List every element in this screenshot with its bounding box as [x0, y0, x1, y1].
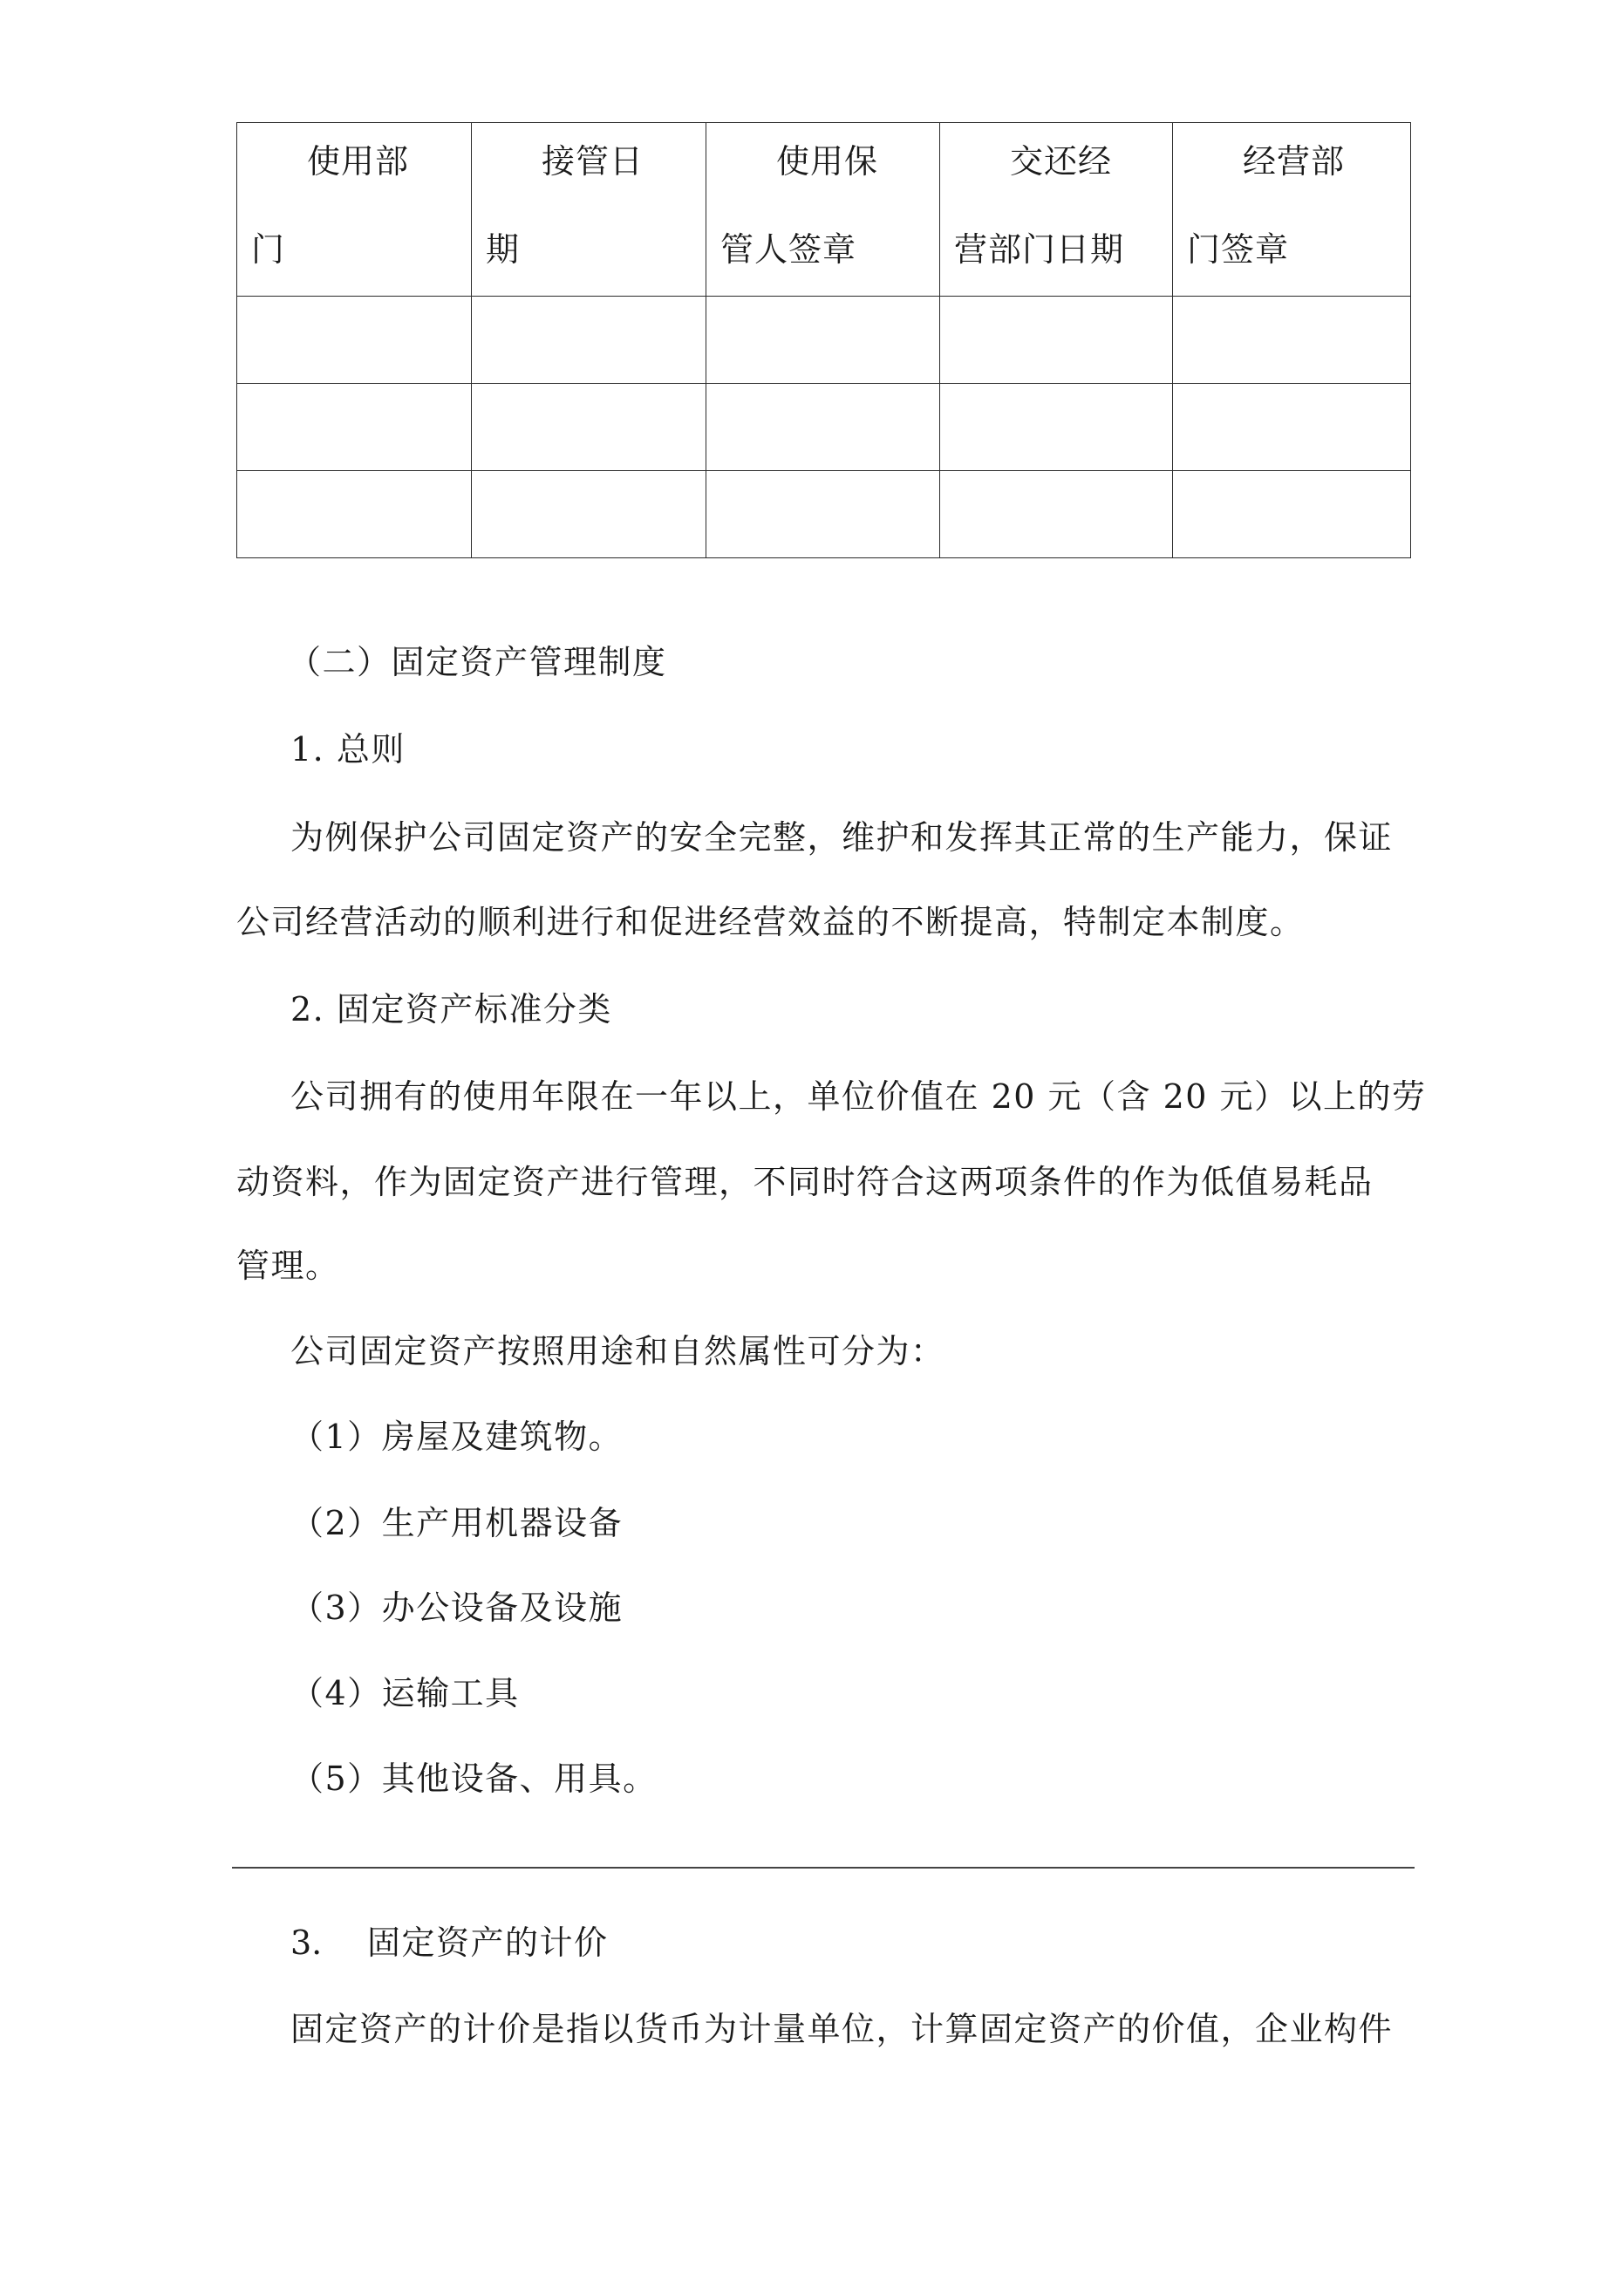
table-header-cell: 交还经 营部门日期 — [940, 123, 1173, 297]
table-cell[interactable] — [472, 471, 706, 558]
table-cell[interactable] — [706, 471, 940, 558]
table-row — [237, 471, 1411, 558]
paragraph-line: 为例保护公司固定资产的安全完整，维护和发挥其正常的生产能力，保证 — [290, 818, 1394, 857]
list-item: （4）运输工具 — [290, 1674, 520, 1712]
section-heading: （二）固定资产管理制度 — [288, 643, 667, 681]
table-cell[interactable] — [706, 384, 940, 471]
list-item: （5）其他设备、用具。 — [290, 1760, 658, 1798]
item-title: 2. 固定资产标准分类 — [290, 990, 612, 1028]
item-number: 3. — [290, 1924, 323, 1962]
list-item: （3）办公设备及设施 — [290, 1589, 624, 1627]
table-cell[interactable] — [1173, 471, 1411, 558]
paragraph-line: 固定资产的计价是指以货币为计量单位，计算固定资产的价值，企业构件 — [290, 2010, 1394, 2048]
table-cell[interactable] — [1173, 297, 1411, 384]
list-item: （2）生产用机器设备 — [290, 1504, 624, 1542]
paragraph-line: 动资料，作为固定资产进行管理，不同时符合这两项条件的作为低值易耗品 — [236, 1163, 1374, 1201]
table-cell[interactable] — [940, 471, 1173, 558]
table-header-cell: 使用部 门 — [237, 123, 472, 297]
table-row — [237, 384, 1411, 471]
table-cell[interactable] — [940, 297, 1173, 384]
table-header-cell: 接管日 期 — [472, 123, 706, 297]
paragraph-line: 公司经营活动的顺利进行和促进经营效益的不断提高，特制定本制度。 — [236, 903, 1305, 941]
table-cell[interactable] — [237, 297, 472, 384]
table-cell[interactable] — [472, 297, 706, 384]
table-cell[interactable] — [706, 297, 940, 384]
table-row — [237, 297, 1411, 384]
item-title: 1. 总则 — [290, 730, 406, 769]
paragraph-line: 公司固定资产按照用途和自然属性可分为： — [290, 1332, 945, 1370]
table-cell[interactable] — [237, 471, 472, 558]
list-item: （1）房屋及建筑物。 — [290, 1418, 624, 1456]
paragraph-line: 管理。 — [236, 1247, 340, 1285]
page-divider — [232, 1867, 1415, 1869]
table-header-cell: 使用保 管人签章 — [706, 123, 940, 297]
table-header-row — [237, 123, 1411, 297]
table-cell[interactable] — [237, 384, 472, 471]
asset-handover-table — [236, 122, 1411, 558]
table-cell[interactable] — [940, 384, 1173, 471]
table-header-cell: 经营部 门签章 — [1173, 123, 1411, 297]
paragraph-line: 公司拥有的使用年限在一年以上，单位价值在 20 元（含 20 元）以上的劳 — [290, 1077, 1427, 1116]
item-title: 固定资产的计价 — [367, 1924, 609, 1962]
table-cell[interactable] — [1173, 384, 1411, 471]
table-cell[interactable] — [472, 384, 706, 471]
